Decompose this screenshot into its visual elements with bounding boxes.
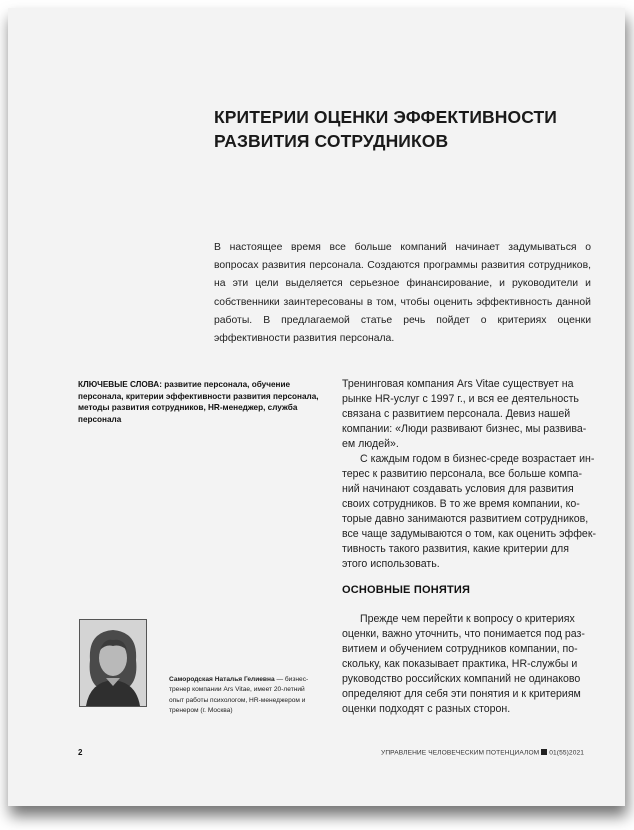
text-line: оценки, важно уточнить, что понимается под раз- [342, 628, 585, 640]
text-line: компании: «Люди развивают бизнес, мы развива- [342, 423, 587, 435]
text-line: Прежде чем перейти к вопросу о критериях [360, 613, 575, 625]
author-description: — бизнес-тренер компании Ars Vitae, имеет 20-летний опыт работы психологом, HR-менеджером и тренером (г. Москва) [169, 676, 309, 714]
journal-name: УПРАВЛЕНИЕ ЧЕЛОВЕЧЕСКИМ ПОТЕНЦИАЛОМ [381, 749, 540, 757]
page-number: 2 [78, 748, 83, 757]
body-paragraph-1 [342, 377, 592, 452]
text-line: оценки подходят с разных сторон. [342, 703, 511, 715]
article-lead: В настоящее время все больше компаний начинает задумываться о вопросах развития персонала. Создаются программы развития сотрудников, на эти цели выделяется серьезное финансирование, и руководители и собственники заинтересованы в том, чтобы оценить эффективность данной работы. В предлагаемой статье речь пойдет о критериях оценки эффективности развития персонала. [214, 242, 591, 345]
text-line: рынке HR-услуг с 1997 г., и вся ее деятельность [342, 393, 579, 405]
section-heading: ОСНОВНЫЕ ПОНЯТИЯ [342, 584, 471, 596]
article-title [214, 105, 594, 153]
text-line: тивность такого развития, какие критерии для [342, 543, 569, 555]
body-paragraph-3 [342, 612, 592, 717]
article-title-line-2: РАЗВИТИЯ СОТРУДНИКОВ [214, 131, 449, 151]
author-photo [79, 619, 147, 707]
text-line: руководство российских компаний не одинаково [342, 673, 581, 685]
author-bio [169, 675, 319, 716]
journal-page [8, 8, 625, 806]
text-line: определяют для себя эти понятия и к критериям [342, 688, 581, 700]
text-line: скольку, как показывает практика, HR-службы и [342, 658, 578, 670]
text-line: терес к развитию персонала, все больше компа- [342, 468, 582, 480]
article-title-line-1: КРИТЕРИИ ОЦЕНКИ ЭФФЕКТИВНОСТИ [214, 107, 557, 127]
text-line: С каждым годом в бизнес-среде возрастает ин- [360, 453, 595, 465]
text-line: своих сотрудников. В то же время компании, ко- [342, 498, 580, 510]
journal-footer [381, 749, 584, 757]
author-name: Самородская Наталья Гелиевна [169, 676, 275, 683]
text-line: витием и обучением сотрудников компании, по- [342, 643, 578, 655]
body-column-bottom [342, 612, 592, 717]
author-portrait-image [80, 620, 146, 706]
text-line: этого использовать. [342, 558, 440, 570]
text-line: ем людей». [342, 438, 399, 450]
text-line: все чаще задумываются о том, как оценить эффек- [342, 528, 596, 540]
text-line: связана с развитием персонала. Девиз нашей [342, 408, 571, 420]
text-line: Тренинговая компания Ars Vitae существует на [342, 378, 574, 390]
keywords: КЛЮЧЕВЫЕ СЛОВА: развитие персонала, обучение персонала, критерии эффективности развития персонала, методы развития сотрудников, HR-менеджер, служба персонала [78, 380, 319, 424]
journal-issue: 01(55)2021 [549, 749, 584, 757]
square-bullet-icon [541, 749, 547, 755]
text-line: ний начинают создавать условия для развития [342, 483, 574, 495]
text-line: торые давно занимаются развитием сотрудников, [342, 513, 589, 525]
body-column-top [342, 377, 596, 572]
body-paragraph-2 [342, 452, 596, 572]
